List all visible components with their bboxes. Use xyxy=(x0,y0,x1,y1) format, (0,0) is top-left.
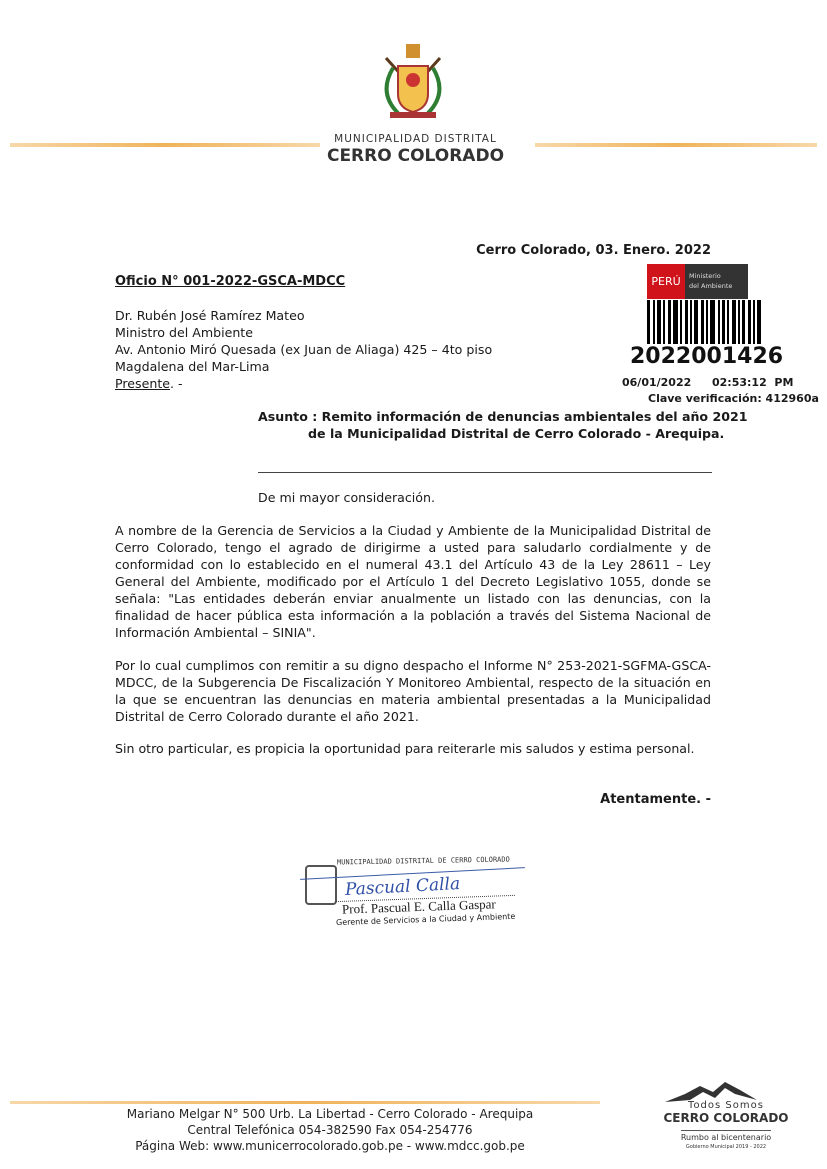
header-band-right xyxy=(535,143,817,147)
stamp-ministry xyxy=(685,264,748,299)
paragraph-1: A nombre de la Gerencia de Servicios a la Ciudad y Ambiente de la Municipalidad Distrital de Cerro Colorado, tengo el agrado de dirigirme a usted para saludarlo cordialmente y de conformidad con lo establecido en el numeral 43.1 del Artículo 43 de la Ley 28611 – Ley General del Ambiente, modificado por el Artículo 1 del Decreto Legislativo 1055, donde se señala: "Las entidades deberán enviar anualmente un listado con las denuncias, con la finalidad de hacer pública esta información a la población a través del Sistema Nacional de Información Ambiental – SINIA". xyxy=(115,523,711,640)
barcode-bar xyxy=(727,300,729,344)
org-line2: CERRO COLORADO xyxy=(326,146,505,166)
logo-line3: Rumbo al bicentenario xyxy=(681,1130,771,1142)
presente: Presente xyxy=(115,376,170,391)
barcode-bar xyxy=(742,300,745,344)
stamp-number: 2022001426 xyxy=(630,344,784,369)
barcode-bar xyxy=(673,300,678,344)
footer-contact xyxy=(100,1106,560,1154)
stamp-time: 02:53:12 PM xyxy=(712,376,794,389)
recipient-title: Ministro del Ambiente xyxy=(115,325,253,340)
greeting: De mi mayor consideración. xyxy=(258,490,435,505)
reference-number: Oficio N° 001-2022-GSCA-MDCC xyxy=(115,274,346,289)
logo-line1: Todos Somos xyxy=(688,1100,764,1111)
barcode-bar xyxy=(680,300,682,344)
subject-label: Asunto : xyxy=(258,409,318,424)
barcode-bar xyxy=(668,300,671,344)
ministry-line1: Ministerio xyxy=(689,272,721,280)
signatory-name: Prof. Pascual E. Calla Gaspar xyxy=(341,896,496,917)
barcode-bar xyxy=(732,300,736,344)
barcode-bar xyxy=(738,300,740,344)
barcode-bar xyxy=(722,300,725,344)
subject-line2: de la Municipalidad Distrital de Cerro Colorado - Arequipa. xyxy=(308,426,725,441)
stamp-verification: Clave verificación: 412960a xyxy=(648,392,819,405)
subject-line1: Remito información de denuncias ambientales del año 2021 xyxy=(321,409,748,424)
seal-text: MUNICIPALIDAD DISTRITAL DE CERRO COLORADO xyxy=(336,855,510,867)
closing: Atentamente. - xyxy=(600,792,711,807)
barcode-bar xyxy=(710,300,715,344)
header-band-left xyxy=(10,143,320,147)
ministry-line2: del Ambiente xyxy=(689,282,733,290)
barcode-bar xyxy=(701,300,704,344)
barcode-bar xyxy=(685,300,688,344)
stamp-date: 06/01/2022 xyxy=(622,376,692,389)
handwritten-signature: Pascual Calla xyxy=(344,874,461,900)
barcode-bar xyxy=(690,300,692,344)
org-line1: MUNICIPALIDAD DISTRITAL xyxy=(334,133,497,145)
barcode-bar xyxy=(753,300,755,344)
paragraph-3: Sin otro particular, es propicia la oportunidad para reiterarle mis saludos y estima personal. xyxy=(115,741,695,756)
recipient-name: Dr. Rubén José Ramírez Mateo xyxy=(115,308,305,323)
paragraph-2: Por lo cual cumplimos con remitir a su digno despacho el Informe N° 253-2021-SGFMA-GSCA-MDCC, de la Subgerencia De Fiscalización Y Monitoreo Ambiental, respecto de la situación en la que se encuentran las denuncias en materia ambiental presentadas a la Municipalidad Distrital de Cerro Colorado durante el año 2021. xyxy=(115,658,711,724)
footer-band xyxy=(10,1101,600,1104)
logo-line4: Gobierno Municipal 2019 - 2022 xyxy=(685,1144,767,1150)
footer-web: Página Web: www.municerrocolorado.gob.pe - www.mdcc.gob.pe xyxy=(135,1139,525,1153)
barcode-bar xyxy=(718,300,720,344)
recipient-city: Magdalena del Mar-Lima xyxy=(115,359,270,374)
barcode-bar xyxy=(657,300,661,344)
barcode-bar xyxy=(757,300,761,344)
barcode-bar xyxy=(694,300,698,344)
signatory-role: Gerente de Servicios a la Ciudad y Ambiente xyxy=(335,911,516,928)
presente-suffix: . - xyxy=(170,376,183,391)
seal-icon xyxy=(305,865,337,905)
recipient-block xyxy=(115,307,492,392)
date-line: Cerro Colorado, 03. Enero. 2022 xyxy=(476,243,711,258)
barcode-bar xyxy=(663,300,665,344)
footer-phone: Central Telefónica 054-382590 Fax 054-254776 xyxy=(187,1123,473,1137)
logo-line2: CERRO COLORADO xyxy=(663,1111,789,1125)
barcode-bar xyxy=(647,300,650,344)
footer-address: Mariano Melgar N° 500 Urb. La Libertad - Cerro Colorado - Arequipa xyxy=(126,1107,534,1121)
recipient-address: Av. Antonio Miró Quesada (ex Juan de Aliaga) 425 – 4to piso xyxy=(115,342,493,357)
barcode-bar xyxy=(706,300,708,344)
barcode-bar xyxy=(653,300,655,344)
subject-block xyxy=(258,408,748,442)
footer-logo xyxy=(655,1100,797,1150)
divider xyxy=(258,472,712,473)
barcode-bar xyxy=(748,300,751,344)
municipal-crest-icon xyxy=(378,38,448,123)
stamp-country: PERÚ xyxy=(647,264,685,299)
